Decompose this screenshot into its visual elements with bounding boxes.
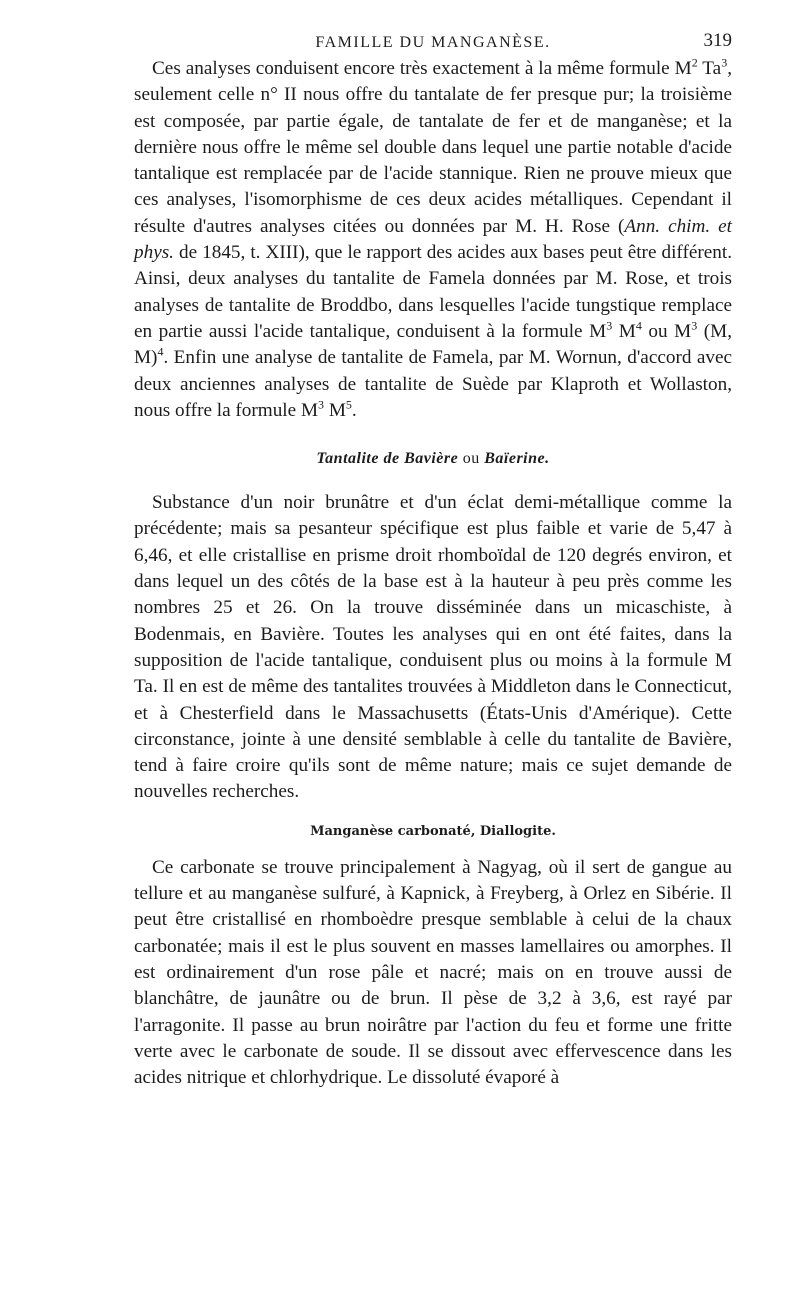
paragraph-baierine: Substance d'un noir brunâtre et d'un éclat demi-métallique comme la précédente; mais sa pesanteur spécifique est plus faible et varie de 5,47 à 6,46, et elle cristallise en prisme droit rhomboïdal de 120 degrés environ, et dans lequel un des côtés de la base est à la hauteur à peu près comme les nombres 25 et 26. On la trouve disséminée dans un micaschiste, à Bodenmais, en Bavière. Toutes les analyses qui en ont été faites, dans la supposition de l'acide tantalique, conduisent plus ou moins à la formule M Ta. Il en est de même des tantalites trouvées à Middleton dans le Connecticut, et à Chesterfield dans le Massachusetts (États-Unis d'Amérique). Cette circonstance, jointe à une densité semblable à celle du tantalite de Bavière, tend à faire croire qu'ils sont de même nature; mais ce sujet demande de nouvelles recherches. (134, 492, 732, 803)
section-heading-manganese-carbonate: Manganèse carbonaté, Diallogite. (310, 823, 556, 839)
paragraph-tantalite-analyses: Ces analyses conduisent encore très exactement à la même formule $M^2$ Ta$^3$, seulement celle n° II nous offre du tantalate de fer presque pur; la troisième est composée, par partie égale, de tantalate de fer et de manganèse; et la dernière nous offre le même sel double dans lequel une partie notable d'acide tantalique est remplacée par de l'acide stannique. Rien ne prouve mieux que ces analyses, l'isomorphisme de ces deux acides métalliques. Cependant il résulte d'autres analyses citées ou données par M. H. Rose (Ann. chim. et phys. de 1845, t. XIII), que le rapport des acides aux bases peut être différent. Ainsi, deux analyses du tantalite de Famela données par M. Rose, et trois analyses de tantalite de Broddbo, dans lesquelles l'acide tungstique remplace en partie aussi l'acide tantalique, conduisent à la formule $M^3$ $M^4$ ou $M^3$ (M, M)$^4$. Enfin une analyse de tantalite de Famela, par M. Wornun, d'accord avec deux anciennes analyses de tantalite de Suède par Klaproth et Wollaston, nous offre la formule $M^3$ $M^5$. (134, 55, 733, 421)
book-page (134, 28, 732, 1091)
citation-ann-chim: Ann. chim. et phys. (134, 215, 732, 264)
paragraph-diallogite: Ce carbonate se trouve principalement à Nagyag, où il sert de gangue au tellure et au manganèse sulfuré, à Kapnick, à Freyberg, à Orlez en Sibérie. Il peut être cristallisé en rhomboèdre presque semblable à celui de la chaux carbonatée; mais il est le plus souvent en masses lamellaires ou amorphes. Il est ordinairement d'un rose pâle et nacré; mais on en trouve aussi de blanchâtre, de jaunâtre ou de brun. Il pèse de 3,2 à 3,6, est rayé par l'arragonite. Il passe au brun noirâtre par l'action du feu et forme une fritte verte avec le carbonate de soude. Il se dissout avec effervescence dans les acides nitrique et chlorhydrique. Le dissoluté évaporé à (134, 856, 732, 1089)
running-title: FAMILLE DU MANGANÈSE. (315, 34, 551, 51)
page-header (134, 28, 732, 56)
section-heading-tantalite-baviere: Tantalite de Bavière ou Baïerine. (316, 450, 550, 468)
page-number: 319 (703, 30, 732, 51)
